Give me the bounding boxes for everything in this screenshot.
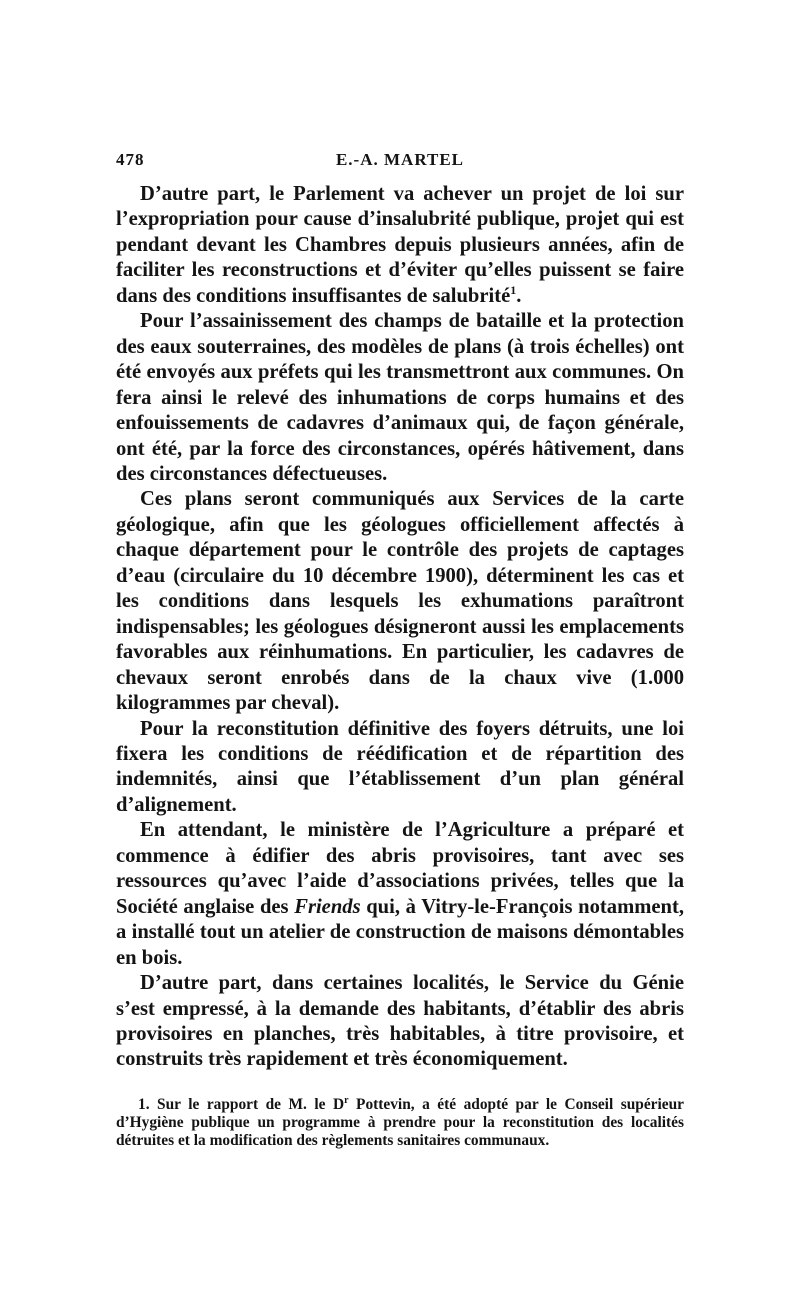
- paragraph-5: [116, 818, 684, 971]
- paragraph-1-end: .: [516, 284, 522, 307]
- page-header: [116, 150, 684, 176]
- paragraph-1-text: D’autre part, le Parlement va achever un projet de loi sur l’expropriation pour cause d’insalubrité publique, projet qui est pendant devant les Chambres depuis plusieurs années, afin de faciliter les reconstructions et d’éviter qu’elles puissent se faire dans des conditions insuffisantes de salubrité: [116, 183, 684, 307]
- footnote-text-start: Sur le rapport de M. le D: [157, 1095, 345, 1113]
- footnote-reference: 1: [510, 282, 517, 297]
- paragraph-3: Ces plans seront communiqués aux Services de la carte géologique, afin que les géologues officiellement affectés à chaque département pour le contrôle des projets de captages d’eau (circulaire du 10 décembre 1900), déterminent les cas et les conditions dans lesquels les exhumations paraîtront indispensables; les géologues désigneront aussi les emplacements favorables aux réinhumations. En particulier, les cadavres de chevaux seront enrobés dans de la chaux vive (1.000 kilogrammes par cheval).: [116, 488, 684, 715]
- italic-friends: Friends: [294, 895, 361, 918]
- paragraph-2: Pour l’assainissement des champs de bataille et la protection des eaux souterraines, des modèles de plans (à trois échelles) ont été envoyés aux préfets qui les transmettront aux communes. On fera ainsi le relevé des inhumations de corps humains et des enfouissements de cadavres d’animaux qui, de façon générale, ont été, par la force des circonstances, opérés hâtivement, dans des circonstances défectueuses.: [116, 310, 684, 485]
- running-head: E.-A. MARTEL: [335, 150, 465, 169]
- body-text: [116, 182, 684, 1073]
- paragraph-5-text-start: En attendant, le ministère de l’Agriculture a préparé et commence à édifier des abris provisoires, tant avec ses ressources qu’avec l’aide d’associations privées, telles que la Société anglaise des: [116, 819, 684, 918]
- paragraph-4: Pour la reconstitution définitive des foyers détruits, une loi fixera les conditions de réédification et de répartition des indemnités, ainsi que l’établissement d’un plan général d’alignement.: [116, 717, 684, 816]
- footnote: [116, 1096, 684, 1150]
- book-page: [116, 150, 684, 1150]
- footnote-marker: 1.: [138, 1095, 150, 1113]
- footnote-superscript: r: [344, 1094, 349, 1106]
- paragraph-1: [116, 182, 684, 309]
- page-number: 478: [116, 150, 145, 169]
- paragraph-5-text-end: qui, à Vitry-le-François notamment, a installé tout un atelier de construction de maisons démontables en bois.: [116, 895, 684, 969]
- paragraph-6: D’autre part, dans certaines localités, le Service du Génie s’est empressé, à la demande des habitants, d’établir des abris provisoires en planches, très habitables, à titre provisoire, et construits très rapidement et très économiquement.: [116, 972, 684, 1071]
- footnote-text-end: Pottevin, a été adopté par le Conseil supérieur d’Hygiène publique un programme à prendre pour la reconstitution des localités détruites et la modification des règlements sanitaires communaux.: [116, 1095, 684, 1149]
